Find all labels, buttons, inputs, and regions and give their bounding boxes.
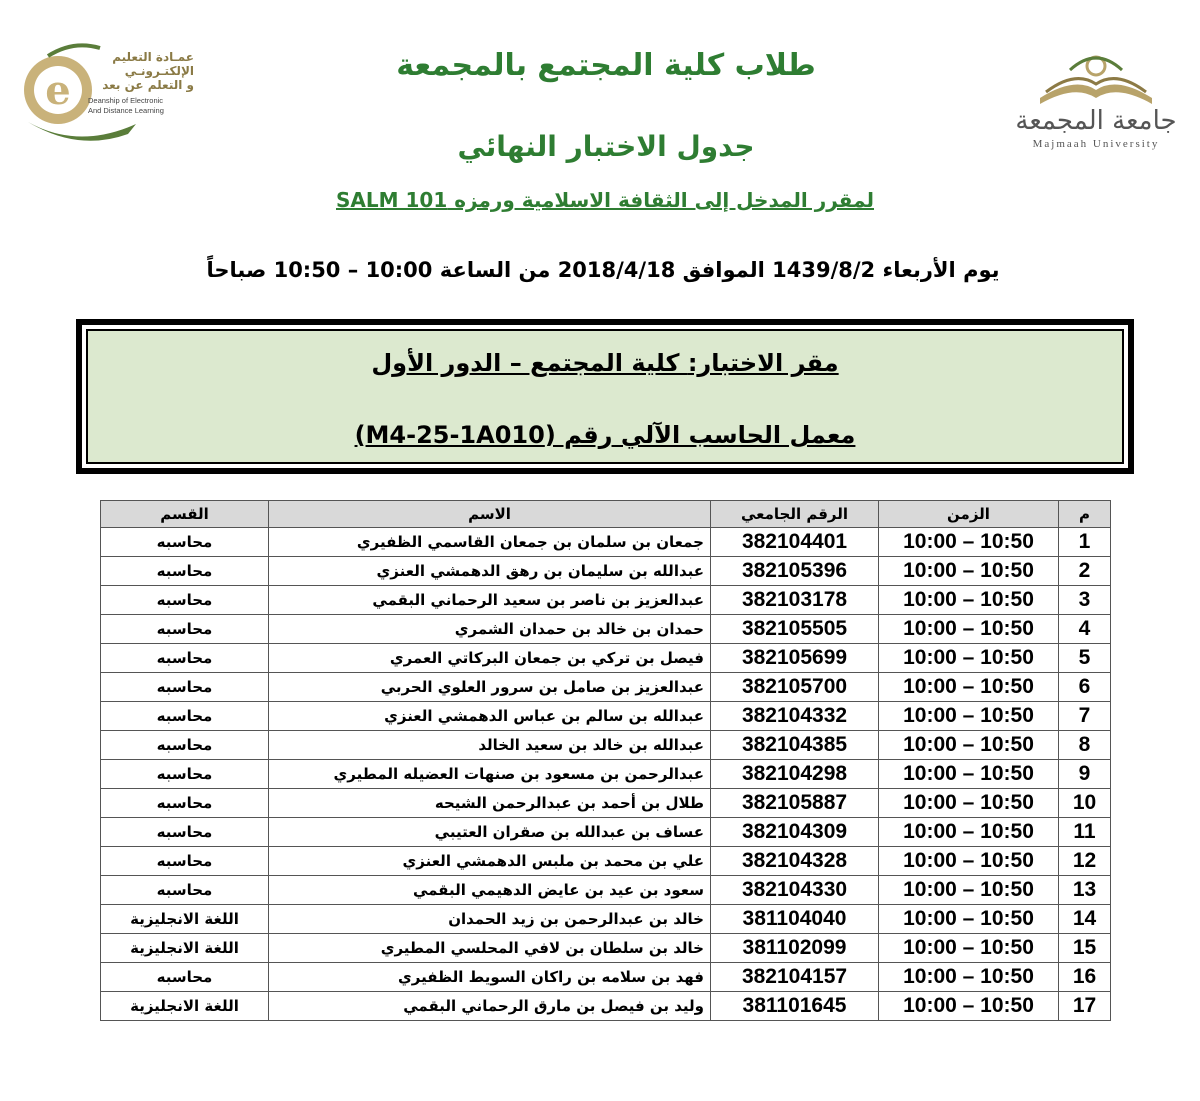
table-row xyxy=(101,528,1111,557)
table-row xyxy=(101,760,1111,789)
cell-student-id: 382104309 xyxy=(711,818,879,847)
cell-student-id: 382104332 xyxy=(711,702,879,731)
col-header-name: الاسم xyxy=(269,501,711,528)
cell-department: محاسبه xyxy=(101,557,269,586)
cell-department: محاسبه xyxy=(101,673,269,702)
cell-student-name: علي بن محمد بن ملبس الدهمشي العنزي xyxy=(269,847,711,876)
cell-student-name: عبدالله بن سالم بن عباس الدهمشي العنزي xyxy=(269,702,711,731)
cell-department: محاسبه xyxy=(101,586,269,615)
cell-student-id: 382104298 xyxy=(711,760,879,789)
cell-department: محاسبه xyxy=(101,818,269,847)
cell-student-name: عبدالرحمن بن مسعود بن صنهات العضيله المطيري xyxy=(269,760,711,789)
cell-department: محاسبه xyxy=(101,644,269,673)
cell-student-id: 382104330 xyxy=(711,876,879,905)
cell-student-name: فيصل بن تركي بن جمعان البركاتي العمري xyxy=(269,644,711,673)
cell-student-name: حمدان بن خالد بن حمدان الشمري xyxy=(269,615,711,644)
col-header-dept: القسم xyxy=(101,501,269,528)
deanship-text-ar-3: و التعلم عن بعد xyxy=(102,78,194,92)
cell-time: 10:00 – 10:50 xyxy=(879,963,1059,992)
cell-student-id: 382103178 xyxy=(711,586,879,615)
cell-time: 10:00 – 10:50 xyxy=(879,992,1059,1021)
cell-time: 10:00 – 10:50 xyxy=(879,847,1059,876)
cell-time: 10:00 – 10:50 xyxy=(879,615,1059,644)
cell-department: اللغة الانجليزية xyxy=(101,905,269,934)
page-subtitle: جدول الاختبار النهائي xyxy=(457,130,755,163)
table-row xyxy=(101,586,1111,615)
cell-department: محاسبه xyxy=(101,760,269,789)
cell-student-name: سعود بن عيد بن عايض الدهيمي البقمي xyxy=(269,876,711,905)
table-row xyxy=(101,818,1111,847)
deanship-text-en-2: And Distance Learning xyxy=(88,106,164,115)
cell-time: 10:00 – 10:50 xyxy=(879,818,1059,847)
cell-number: 7 xyxy=(1059,702,1111,731)
cell-student-name: عبدالله بن خالد بن سعيد الخالد xyxy=(269,731,711,760)
university-name-en: Majmaah University xyxy=(1032,138,1160,150)
cell-student-name: وليد بن فيصل بن مارق الرحماني البقمي xyxy=(269,992,711,1021)
table-row xyxy=(101,615,1111,644)
cell-number: 9 xyxy=(1059,760,1111,789)
exam-lab-text: معمل الحاسب الآلي رقم (M4-25-1A010) xyxy=(354,421,856,449)
table-row xyxy=(101,702,1111,731)
table-row xyxy=(101,673,1111,702)
exam-place-box xyxy=(76,319,1134,474)
cell-student-id: 382104328 xyxy=(711,847,879,876)
cell-department: محاسبه xyxy=(101,876,269,905)
table-body xyxy=(101,528,1111,1021)
cell-number: 2 xyxy=(1059,557,1111,586)
cell-time: 10:00 – 10:50 xyxy=(879,644,1059,673)
cell-number: 17 xyxy=(1059,992,1111,1021)
table-row xyxy=(101,731,1111,760)
cell-time: 10:00 – 10:50 xyxy=(879,731,1059,760)
col-header-time: الزمن xyxy=(879,501,1059,528)
cell-department: محاسبه xyxy=(101,528,269,557)
cell-student-name: خالد بن عبدالرحمن بن زيد الحمدان xyxy=(269,905,711,934)
exam-schedule-table xyxy=(100,500,1111,1021)
cell-department: محاسبه xyxy=(101,731,269,760)
cell-department: محاسبه xyxy=(101,789,269,818)
cell-number: 11 xyxy=(1059,818,1111,847)
table-row xyxy=(101,905,1111,934)
cell-number: 6 xyxy=(1059,673,1111,702)
cell-number: 8 xyxy=(1059,731,1111,760)
cell-student-id: 382104157 xyxy=(711,963,879,992)
cell-student-id: 382104401 xyxy=(711,528,879,557)
cell-student-id: 382105887 xyxy=(711,789,879,818)
deanship-text-en-1: Deanship of Electronic xyxy=(88,96,164,105)
cell-department: محاسبه xyxy=(101,702,269,731)
cell-department: محاسبه xyxy=(101,847,269,876)
cell-time: 10:00 – 10:50 xyxy=(879,876,1059,905)
table-row xyxy=(101,644,1111,673)
cell-number: 10 xyxy=(1059,789,1111,818)
cell-time: 10:00 – 10:50 xyxy=(879,557,1059,586)
exam-place-inner xyxy=(86,329,1124,464)
cell-student-id: 382105700 xyxy=(711,673,879,702)
cell-time: 10:00 – 10:50 xyxy=(879,673,1059,702)
cell-time: 10:00 – 10:50 xyxy=(879,905,1059,934)
cell-department: محاسبه xyxy=(101,615,269,644)
course-line: لمقرر المدخل إلى الثقافة الاسلامية ورمزه SALM 101 xyxy=(336,188,874,212)
cell-number: 16 xyxy=(1059,963,1111,992)
cell-student-name: عبدالعزيز بن صامل بن سرور العلوي الحربي xyxy=(269,673,711,702)
cell-number: 13 xyxy=(1059,876,1111,905)
cell-student-id: 382105699 xyxy=(711,644,879,673)
cell-student-id: 381104040 xyxy=(711,905,879,934)
cell-student-id: 382104385 xyxy=(711,731,879,760)
cell-department: محاسبه xyxy=(101,963,269,992)
cell-number: 14 xyxy=(1059,905,1111,934)
table-row xyxy=(101,557,1111,586)
deanship-text-ar-2: الإلكتـرونـي xyxy=(124,64,194,78)
table-row xyxy=(101,789,1111,818)
cell-student-name: فهد بن سلامه بن راكان السويط الظفيري xyxy=(269,963,711,992)
cell-student-id: 382105505 xyxy=(711,615,879,644)
page-title: طلاب كلية المجتمع بالمجمعة xyxy=(396,48,816,83)
exam-lab-line xyxy=(88,421,1122,449)
cell-number: 12 xyxy=(1059,847,1111,876)
university-name-ar: جامعة المجمعة xyxy=(1015,106,1177,136)
cell-number: 4 xyxy=(1059,615,1111,644)
cell-student-name: جمعان بن سلمان بن جمعان القاسمي الظفيري xyxy=(269,528,711,557)
cell-student-name: عساف بن عبدالله بن صقران العتيبي xyxy=(269,818,711,847)
cell-student-name: عبدالعزيز بن ناصر بن سعيد الرحماني البقمي xyxy=(269,586,711,615)
cell-time: 10:00 – 10:50 xyxy=(879,760,1059,789)
cell-student-id: 381102099 xyxy=(711,934,879,963)
cell-time: 10:00 – 10:50 xyxy=(879,586,1059,615)
table-header-row xyxy=(101,501,1111,528)
table-row xyxy=(101,992,1111,1021)
cell-time: 10:00 – 10:50 xyxy=(879,789,1059,818)
cell-student-name: طلال بن أحمد بن عبدالرحمن الشيحه xyxy=(269,789,711,818)
cell-time: 10:00 – 10:50 xyxy=(879,934,1059,963)
table-row xyxy=(101,963,1111,992)
cell-time: 10:00 – 10:50 xyxy=(879,528,1059,557)
deanship-text-ar-1: عمـادة التعليم xyxy=(112,50,194,64)
cell-number: 15 xyxy=(1059,934,1111,963)
cell-number: 1 xyxy=(1059,528,1111,557)
table-row xyxy=(101,847,1111,876)
cell-student-name: عبدالله بن سليمان بن رهق الدهمشي العنزي xyxy=(269,557,711,586)
col-header-number: م xyxy=(1059,501,1111,528)
cell-student-id: 381101645 xyxy=(711,992,879,1021)
cell-student-id: 382105396 xyxy=(711,557,879,586)
cell-number: 3 xyxy=(1059,586,1111,615)
exam-place-location: كلية المجتمع – الدور الأول xyxy=(371,349,688,377)
exam-place-label: مقر الاختبار: xyxy=(687,349,839,377)
exam-date-line: يوم الأربعاء 1439/8/2 الموافق 2018/4/18 من الساعة 10:00 – 10:50 صباحاً xyxy=(206,258,1000,282)
cell-time: 10:00 – 10:50 xyxy=(879,702,1059,731)
cell-department: اللغة الانجليزية xyxy=(101,934,269,963)
table-row xyxy=(101,934,1111,963)
svg-text:e: e xyxy=(45,67,71,114)
table-row xyxy=(101,876,1111,905)
cell-number: 5 xyxy=(1059,644,1111,673)
col-header-id: الرقم الجامعي xyxy=(711,501,879,528)
cell-department: اللغة الانجليزية xyxy=(101,992,269,1021)
exam-place-line xyxy=(88,349,1122,377)
cell-student-name: خالد بن سلطان بن لافي المحلسي المطيري xyxy=(269,934,711,963)
